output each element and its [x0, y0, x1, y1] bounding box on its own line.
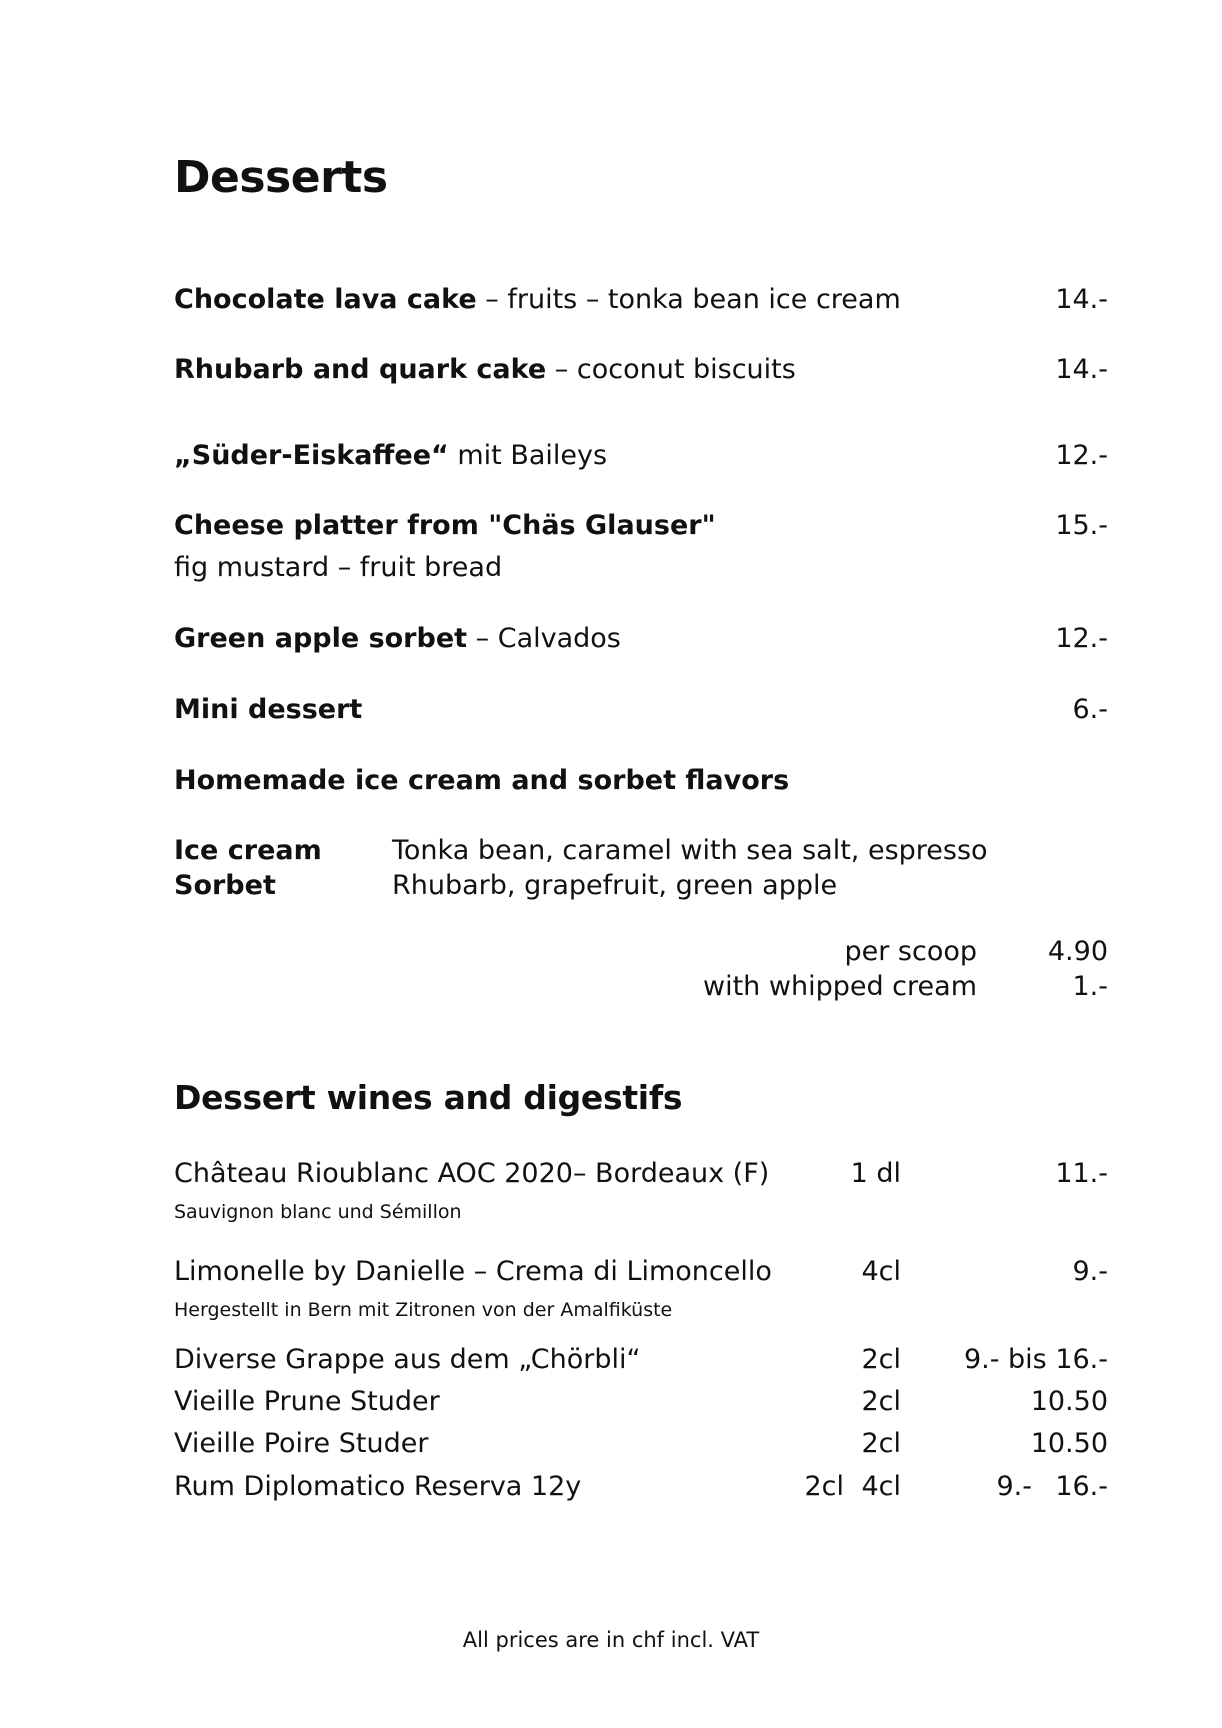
wine-price: 16.-	[1055, 1471, 1108, 1502]
dessert-item-4	[174, 510, 716, 541]
dessert-price: 14.-	[1055, 284, 1108, 315]
dessert-desc: – fruits – tonka bean ice cream	[476, 284, 901, 315]
flavor-value-sorbet: Rhubarb, grapefruit, green apple	[392, 870, 838, 901]
flavor-label-icecream: Ice cream	[174, 835, 322, 866]
dessert-price: 12.-	[1055, 440, 1108, 471]
dessert-name: Rhubarb and quark cake	[174, 354, 547, 385]
dessert-item-1	[174, 284, 901, 315]
whipped-cream-price: 1.-	[1072, 971, 1108, 1002]
wine-name: Château Rioublanc AOC 2020– Bordeaux (F)	[174, 1158, 770, 1189]
wine-size: 2cl	[861, 1344, 901, 1375]
wine-size: 2cl	[861, 1428, 901, 1459]
wine-note: Hergestellt in Bern mit Zitronen von der Amalfiküste	[174, 1299, 673, 1321]
wine-size: 4cl	[861, 1256, 901, 1287]
dessert-item-6	[174, 694, 362, 725]
wine-price-small: 9.-	[996, 1471, 1032, 1502]
dessert-subline: fig mustard – fruit bread	[174, 552, 503, 583]
wine-price: 9.-	[1072, 1256, 1108, 1287]
flavor-label-sorbet: Sorbet	[174, 870, 276, 901]
wine-size: 4cl	[861, 1471, 901, 1502]
dessert-price: 12.-	[1055, 623, 1108, 654]
wines-title: Dessert wines and digestifs	[174, 1078, 683, 1117]
desserts-title: Desserts	[174, 152, 388, 203]
dessert-price: 6.-	[1072, 694, 1108, 725]
dessert-item-3	[174, 440, 607, 471]
flavors-heading: Homemade ice cream and sorbet flavors	[174, 765, 790, 796]
wine-size: 1 dl	[850, 1158, 901, 1189]
dessert-price: 14.-	[1055, 354, 1108, 385]
dessert-name: Chocolate lava cake	[174, 284, 477, 315]
scoop-price: 4.90	[1047, 936, 1108, 967]
wine-name: Vieille Prune Studer	[174, 1386, 440, 1417]
dessert-item-5	[174, 623, 621, 654]
wine-name: Vieille Poire Studer	[174, 1428, 429, 1459]
wine-price: 10.50	[1030, 1386, 1108, 1417]
dessert-price: 15.-	[1055, 510, 1108, 541]
flavor-value-icecream: Tonka bean, caramel with sea salt, espresso	[392, 835, 988, 866]
scoop-label: per scoop	[844, 936, 977, 967]
dessert-name: Mini dessert	[174, 694, 363, 725]
dessert-name: Cheese platter from "Chäs Glauser"	[174, 510, 716, 541]
dessert-desc: – coconut biscuits	[546, 354, 796, 385]
wine-name: Diverse Grappe aus dem „Chörbli“	[174, 1344, 641, 1375]
whipped-cream-label: with whipped cream	[703, 971, 977, 1002]
wine-name: Limonelle by Danielle – Crema di Limoncello	[174, 1256, 772, 1287]
dessert-name: „Süder-Eiskaffee“	[174, 440, 449, 471]
wine-price: 11.-	[1055, 1158, 1108, 1189]
wine-note: Sauvignon blanc und Sémillon	[174, 1201, 462, 1223]
dessert-name: Green apple sorbet	[174, 623, 468, 654]
wine-price: 9.- bis 16.-	[963, 1344, 1108, 1375]
wine-name: Rum Diplomatico Reserva 12y	[174, 1471, 582, 1502]
dessert-desc: – Calvados	[467, 623, 621, 654]
wine-size-small: 2cl	[804, 1471, 844, 1502]
wine-price: 10.50	[1030, 1428, 1108, 1459]
footer-note: All prices are in chf incl. VAT	[462, 1628, 760, 1652]
dessert-desc: mit Baileys	[448, 440, 608, 471]
dessert-item-2	[174, 354, 796, 385]
wine-size: 2cl	[861, 1386, 901, 1417]
